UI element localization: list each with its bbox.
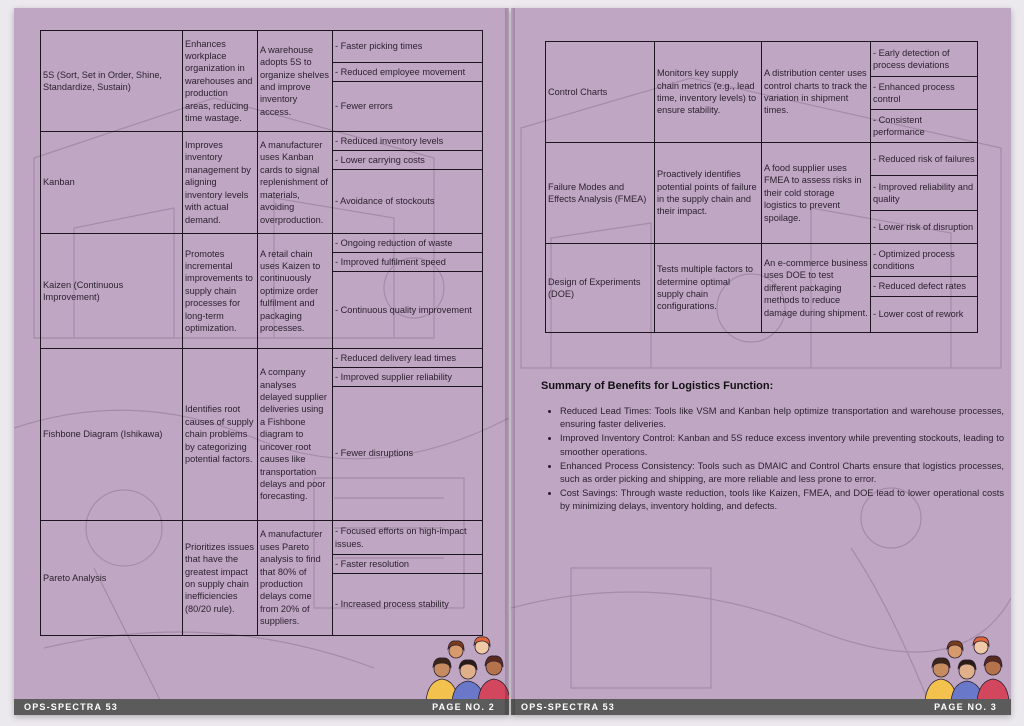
left-page bbox=[14, 8, 509, 715]
benefit-item: - Reduced inventory levels bbox=[333, 132, 483, 151]
table-row bbox=[41, 234, 483, 253]
magazine-brand: OPS-SPECTRA 53 bbox=[24, 702, 118, 712]
tool-example: A food supplier uses FMEA to assess risks in their cold storage logistics to prevent spoilage. bbox=[762, 143, 871, 244]
benefit-item: - Improved reliability and quality bbox=[871, 176, 978, 211]
benefit-item: - Fewer errors bbox=[333, 82, 483, 132]
benefit-item: - Lower carrying costs bbox=[333, 151, 483, 170]
tool-example: A retail chain uses Kaizen to continuously optimize order fulfilment and packaging processes. bbox=[258, 234, 333, 349]
summary-item: • Reduced Lead Times: Tools like VSM and Kanban help optimize transportation and warehouse processes, ensuring faster deliveries. bbox=[560, 405, 1004, 431]
tool-example: A distribution center uses control charts to track the variation in shipment times. bbox=[762, 42, 871, 143]
table-row bbox=[41, 349, 483, 368]
table-row bbox=[41, 132, 483, 151]
tool-description: Improves inventory management by aligning inventory levels with actual demand. bbox=[183, 132, 258, 234]
tool-description: Enhances workplace organization in warehouses and production areas, reducing time wastage. bbox=[183, 31, 258, 132]
table-row bbox=[41, 521, 483, 555]
tool-example: A warehouse adopts 5S to organize shelves and improve inventory access. bbox=[258, 31, 333, 132]
tool-example: A company analyses delayed supplier deliveries using a Fishbone diagram to uncover root causes like transportation delays and poor forecasting. bbox=[258, 349, 333, 521]
tool-name: 5S (Sort, Set in Order, Shine, Standardize, Sustain) bbox=[41, 31, 183, 132]
right-page bbox=[511, 8, 1011, 715]
tool-example: An e-commerce business uses DOE to test different packaging methods to reduce damage during shipment. bbox=[762, 244, 871, 333]
women-group-illustration bbox=[921, 633, 1011, 701]
tool-description: Identifies root causes of supply chain problems by categorizing potential factors. bbox=[183, 349, 258, 521]
tool-description: Monitors key supply chain metrics (e.g., lead time, inventory levels) to ensure stability. bbox=[655, 42, 762, 143]
lean-tools-table-right bbox=[545, 41, 978, 333]
table-row bbox=[41, 31, 483, 63]
page-footer bbox=[511, 699, 1011, 715]
tool-example: A manufacturer uses Pareto analysis to find that 80% of production delays come from 20% of suppliers. bbox=[258, 521, 333, 636]
benefit-item: - Faster resolution bbox=[333, 555, 483, 574]
benefit-item: - Lower risk of disruption bbox=[871, 211, 978, 244]
benefit-item: - Enhanced process control bbox=[871, 77, 978, 110]
tool-name: Control Charts bbox=[546, 42, 655, 143]
benefit-item: - Increased process stability bbox=[333, 574, 483, 636]
benefit-item: - Faster picking times bbox=[333, 31, 483, 63]
benefit-item: - Improved supplier reliability bbox=[333, 368, 483, 387]
tool-example: A manufacturer uses Kanban cards to signal replenishment of materials, avoiding overproduction. bbox=[258, 132, 333, 234]
tool-name: Failure Modes and Effects Analysis (FMEA) bbox=[546, 143, 655, 244]
page-number: PAGE NO. 2 bbox=[432, 702, 495, 712]
table-row bbox=[546, 42, 978, 77]
benefit-item: - Continuous quality improvement bbox=[333, 272, 483, 349]
benefit-item: - Reduced defect rates bbox=[871, 277, 978, 297]
table-row bbox=[546, 244, 978, 277]
tool-description: Promotes incremental improvements to supply chain processes for long-term optimization. bbox=[183, 234, 258, 349]
magazine-brand: OPS-SPECTRA 53 bbox=[521, 702, 615, 712]
summary-heading: Summary of Benefits for Logistics Function: bbox=[541, 380, 774, 392]
summary-item: • Cost Savings: Through waste reduction, tools like Kaizen, FMEA, and DOE lead to lower operational costs by minimizing delays, inventory holding, and defects. bbox=[560, 487, 1004, 513]
tool-description: Prioritizes issues that have the greatest impact on supply chain inefficiencies (80/20 rule). bbox=[183, 521, 258, 636]
benefit-item: - Reduced risk of failures bbox=[871, 143, 978, 176]
tool-name: Pareto Analysis bbox=[41, 521, 183, 636]
summary-list bbox=[538, 405, 1004, 515]
benefit-item: - Optimized process conditions bbox=[871, 244, 978, 277]
tool-description: Tests multiple factors to determine optimal supply chain configurations. bbox=[655, 244, 762, 333]
tool-name: Kaizen (Continuous Improvement) bbox=[41, 234, 183, 349]
tool-description: Proactively identifies potential points of failure in the supply chain and their impact. bbox=[655, 143, 762, 244]
page-footer bbox=[14, 699, 509, 715]
benefit-item: - Avoidance of stockouts bbox=[333, 170, 483, 234]
benefit-item: - Reduced employee movement bbox=[333, 63, 483, 82]
benefit-item: - Ongoing reduction of waste bbox=[333, 234, 483, 253]
table-row bbox=[546, 143, 978, 176]
benefit-item: - Fewer disruptions bbox=[333, 387, 483, 521]
benefit-item: - Improved fulfilment speed bbox=[333, 253, 483, 272]
summary-item: • Improved Inventory Control: Kanban and 5S reduce excess inventory while preventing stockouts, leading to smoother operations. bbox=[560, 432, 1004, 458]
tool-name: Fishbone Diagram (Ishikawa) bbox=[41, 349, 183, 521]
benefit-item: - Early detection of process deviations bbox=[871, 42, 978, 77]
summary-item: • Enhanced Process Consistency: Tools such as DMAIC and Control Charts ensure that logistics processes, such as order picking and shipping, are more reliable and less prone to error. bbox=[560, 460, 1004, 486]
benefit-item: - Consistent performance bbox=[871, 110, 978, 143]
page-number: PAGE NO. 3 bbox=[934, 702, 997, 712]
tool-name: Design of Experiments (DOE) bbox=[546, 244, 655, 333]
tool-name: Kanban bbox=[41, 132, 183, 234]
benefit-item: - Reduced delivery lead times bbox=[333, 349, 483, 368]
lean-tools-table-left bbox=[40, 30, 483, 636]
benefit-item: - Focused efforts on high-impact issues. bbox=[333, 521, 483, 555]
women-group-illustration bbox=[422, 633, 509, 701]
benefit-item: - Lower cost of rework bbox=[871, 297, 978, 333]
